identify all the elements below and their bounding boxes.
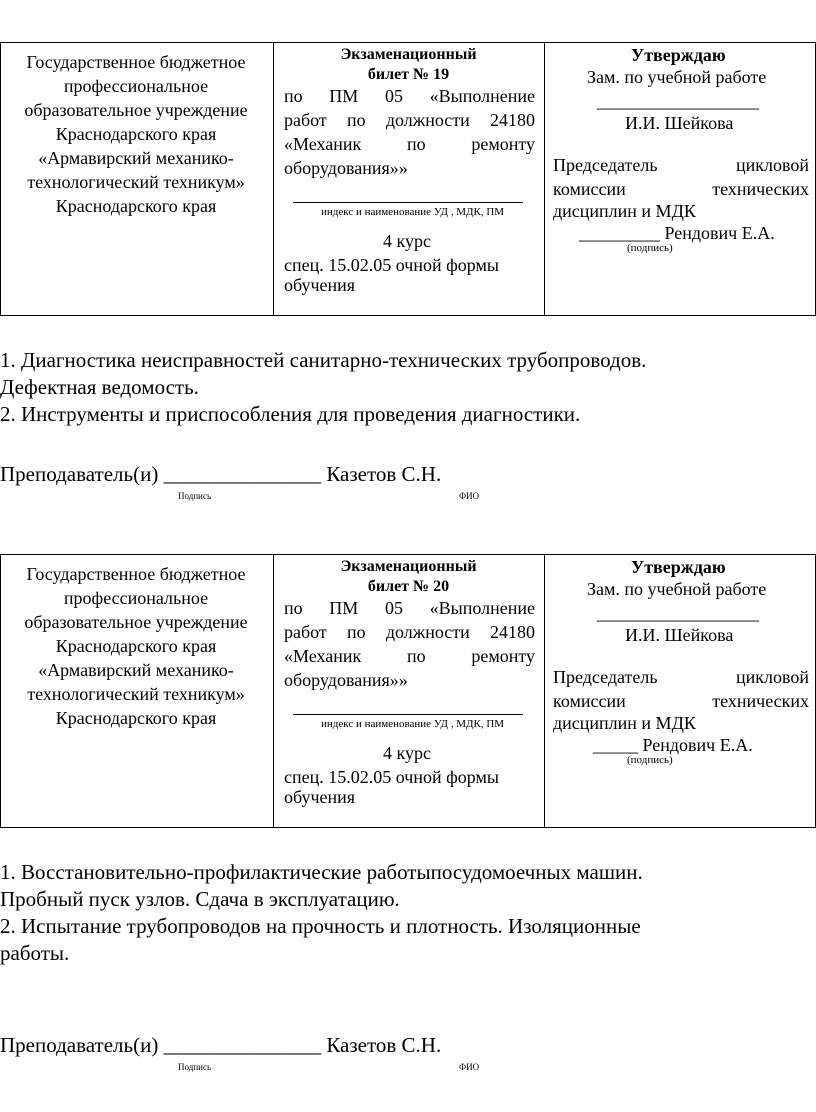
approve-label: Утверждаю [631,557,726,577]
approve-label: Утверждаю [631,45,726,65]
question-line: 2. Инструменты и приспособления для проведения диагностики. [0,402,581,426]
caption-fio: ФИО [459,1062,480,1072]
teacher-line [0,461,816,488]
speciality: спец. 15.02.05 очной формы [284,255,499,275]
course: 4 курс [383,231,431,251]
deputy-signature-line: __________________ [597,603,759,623]
question-line: Дефектная ведомость. [0,375,199,399]
institution-name: Государственное бюджетное профессиональное образовательное учреждение Краснодарского края «Армавирский механико-технологический техникум» Краснодарского края [24,564,248,728]
index-underline [293,714,523,715]
ticket-title [273,45,544,85]
question-line: Пробный пуск узлов. Сдача в эксплуатацию. [0,887,400,911]
institution-cell [1,43,274,315]
deputy-title: Зам. по учебной работе [587,67,767,87]
chair-line: комиссии технических [553,691,809,711]
signature-caption: (подпись) [627,242,673,254]
deputy-signature-line: __________________ [597,91,759,111]
question-line: 2. Испытание трубопроводов на прочность и плотность. Изоляционные [0,914,641,938]
ticket-title-cell [273,43,545,315]
subject-line: по ПМ 05 «Выполнение [284,598,535,618]
approval-cell [545,43,815,315]
subject-line: по ПМ 05 «Выполнение [284,86,535,106]
subject-line: работ по должности 24180 [284,110,535,130]
ticket-subject [284,596,535,692]
speciality: спец. 15.02.05 очной формы [284,767,499,787]
teacher-signature: Преподаватель(и) _______________ Казетов С.Н. [0,1033,442,1057]
approval-cell [545,555,815,827]
chair-line: дисциплин и МДК [553,713,696,733]
institution-name: Государственное бюджетное профессиональное образовательное учреждение Краснодарского края «Армавирский механико-технологический техникум» Краснодарского края [24,52,248,216]
index-caption: индекс и наименование УД , МДК, ПМ [321,206,505,218]
ticket-questions [0,347,816,428]
deputy-title: Зам. по учебной работе [587,579,767,599]
question-line: работы. [0,941,70,965]
teacher-line [0,1032,816,1059]
caption-signature: Подпись [178,1062,212,1072]
ticket-title [273,557,544,597]
chair-line: комиссии технических [553,179,809,199]
institution-cell [1,555,274,827]
ticket-number: билет № 19 [367,66,450,83]
subject-line: оборудования»» [284,670,408,690]
chair-signature: _____ Рендович Е.А. [593,735,753,755]
caption-signature: Подпись [178,491,212,501]
ticket-subject [284,84,535,180]
course: 4 курс [383,743,431,763]
ticket-number: билет № 20 [367,578,450,595]
chair-line: Председатель цикловой [553,667,809,687]
index-caption: индекс и наименование УД , МДК, ПМ [321,718,505,730]
study-form: обучения [284,275,356,295]
ticket-header-table [0,554,816,828]
deputy-name: И.И. Шейкова [625,113,734,133]
deputy-name: И.И. Шейкова [625,625,734,645]
teacher-signature: Преподаватель(и) _______________ Казетов С.Н. [0,462,442,486]
ticket-title-cell [273,555,545,827]
chair-line: Председатель цикловой [553,155,809,175]
question-line: 1. Диагностика неисправностей санитарно-технических трубопроводов. [0,348,647,372]
subject-line: оборудования»» [284,158,408,178]
subject-line: «Механик по ремонту [284,134,535,154]
caption-fio: ФИО [459,491,480,501]
subject-line: «Механик по ремонту [284,646,535,666]
ticket-title-line1: Экзаменационный [340,46,477,63]
ticket-header-table [0,42,816,316]
study-form: обучения [284,787,356,807]
index-underline [293,202,523,203]
chair-signature: _________ Рендович Е.А. [579,223,775,243]
ticket-title-line1: Экзаменационный [340,558,477,575]
signature-caption: (подпись) [627,754,673,766]
subject-line: работ по должности 24180 [284,622,535,642]
ticket-questions [0,859,816,967]
chair-line: дисциплин и МДК [553,201,696,221]
question-line: 1. Восстановительно-профилактические работыпосудомоечных машин. [0,860,643,884]
